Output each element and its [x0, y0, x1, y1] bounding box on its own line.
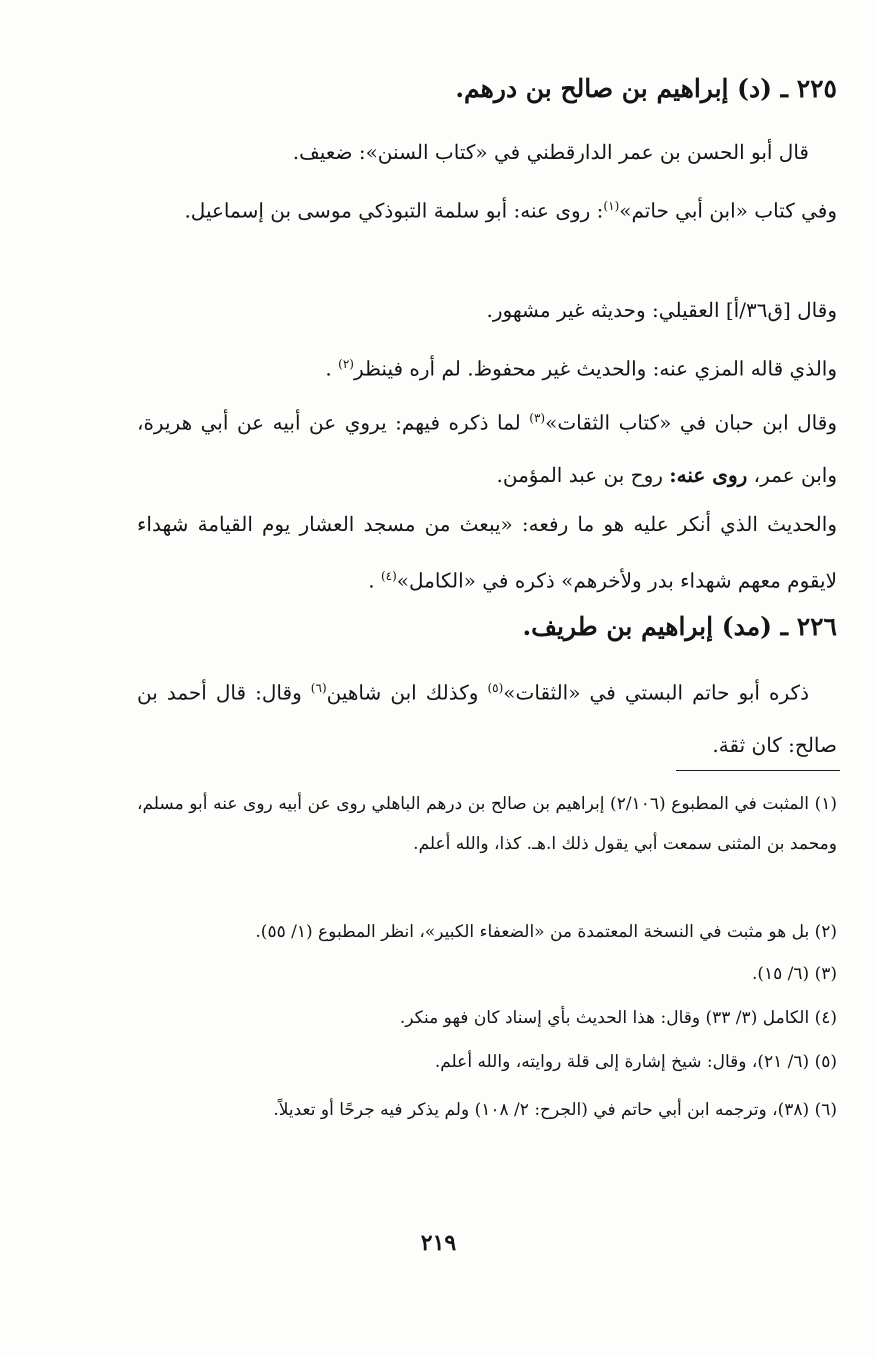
text-span: وقال ابن حبان في «كتاب الثقات»: [545, 410, 837, 435]
footnote-ref: (٤): [380, 569, 397, 583]
text-span: والحديث الذي أنكر عليه هو ما رفعه: «يبعث من مسجد العشار يوم القيامة شهداء لايقوم معهم شهداء بدر ولأخرهم» ذكره في «الكامل»: [137, 512, 837, 593]
text-span: : روى عنه: أبو سلمة التبوذكي موسى بن إسماعيل.: [184, 198, 604, 223]
footnote-ref: (٣): [529, 411, 546, 425]
footnote-5: (٥) (٦/ ٢١)، وقال: شيخ إشارة إلى قلة روايته، والله أعلم.: [434, 1052, 837, 1072]
entry-heading-225: ٢٢٥ ـ (د) إبراهيم بن صالح بن درهم.: [455, 74, 837, 103]
entry-225-paragraph-4: [137, 338, 837, 395]
footnote-3: (٣) (٦/ ١٥).: [751, 964, 837, 984]
entry-225-paragraph-3: وقال [ق٣٦/أ] العقيلي: وحديثه غير مشهور.: [486, 298, 837, 322]
text-span: لما ذكره فيهم: يروي عن أبيه عن أبي هريرة، وابن عمر،: [137, 410, 837, 487]
page-number: ٢١٩: [420, 1230, 457, 1256]
text-span: .: [325, 356, 332, 381]
text-span: روح بن عبد المؤمن.: [496, 462, 663, 487]
entry-heading-226: ٢٢٦ ـ (مد) إبراهيم بن طريف.: [522, 612, 837, 641]
text-span: .: [368, 568, 375, 593]
text-span: وفي كتاب «ابن أبي حاتم»: [619, 198, 837, 223]
entry-225-paragraph-1: قال أبو الحسن بن عمر الدارقطني في «كتاب السنن»: ضعيف.: [292, 140, 809, 164]
entry-226-paragraph-1: [137, 662, 837, 771]
text-span: وقال: قال أحمد بن صالح: كان ثقة.: [137, 680, 837, 757]
text-span: ذكره أبو حاتم البستي في «الثقات»: [503, 680, 809, 705]
text-span: والذي قاله المزي عنه: والحديث غير محفوظ. لم أره فينظر: [353, 356, 837, 381]
entry-225-paragraph-6: [137, 498, 837, 607]
footnote-ref: (١): [603, 199, 620, 213]
footnote-6: (٦) (٣٨)، وترجمه ابن أبي حاتم في (الجرح: ٢/ ١٠٨) ولم يذكر فيه جرحًا أو تعديلاً.: [273, 1100, 837, 1120]
footnote-separator: [676, 770, 840, 771]
footnote-2: (٢) بل هو مثبت في النسخة المعتمدة من «الضعفاء الكبير»، انظر المطبوع (١/ ٥٥).: [255, 922, 837, 942]
footnote-ref: (٥): [487, 681, 504, 695]
entry-225-paragraph-2: [137, 180, 837, 237]
footnote-ref: (٦): [310, 681, 327, 695]
footnote-ref: (٢): [338, 357, 354, 371]
text-span: وكذلك ابن شاهين: [326, 680, 479, 705]
footnote-1: (١) المثبت في المطبوع (٢/١٠٦) إبراهيم بن صالح بن درهم الباهلي روى عن أبيه روى عنه أبو مسلم، ومحمد بن المثنى سمعت أبي يقول ذلك ا.هـ. كذا، والله أعلم.: [137, 794, 837, 854]
footnote-4: (٤) الكامل (٣/ ٣٣) وقال: هذا الحديث بأي إسناد كان فهو منكر.: [399, 1008, 837, 1028]
entry-225-paragraph-5: [137, 392, 837, 501]
text-span-bold: روى عنه:: [669, 462, 748, 487]
